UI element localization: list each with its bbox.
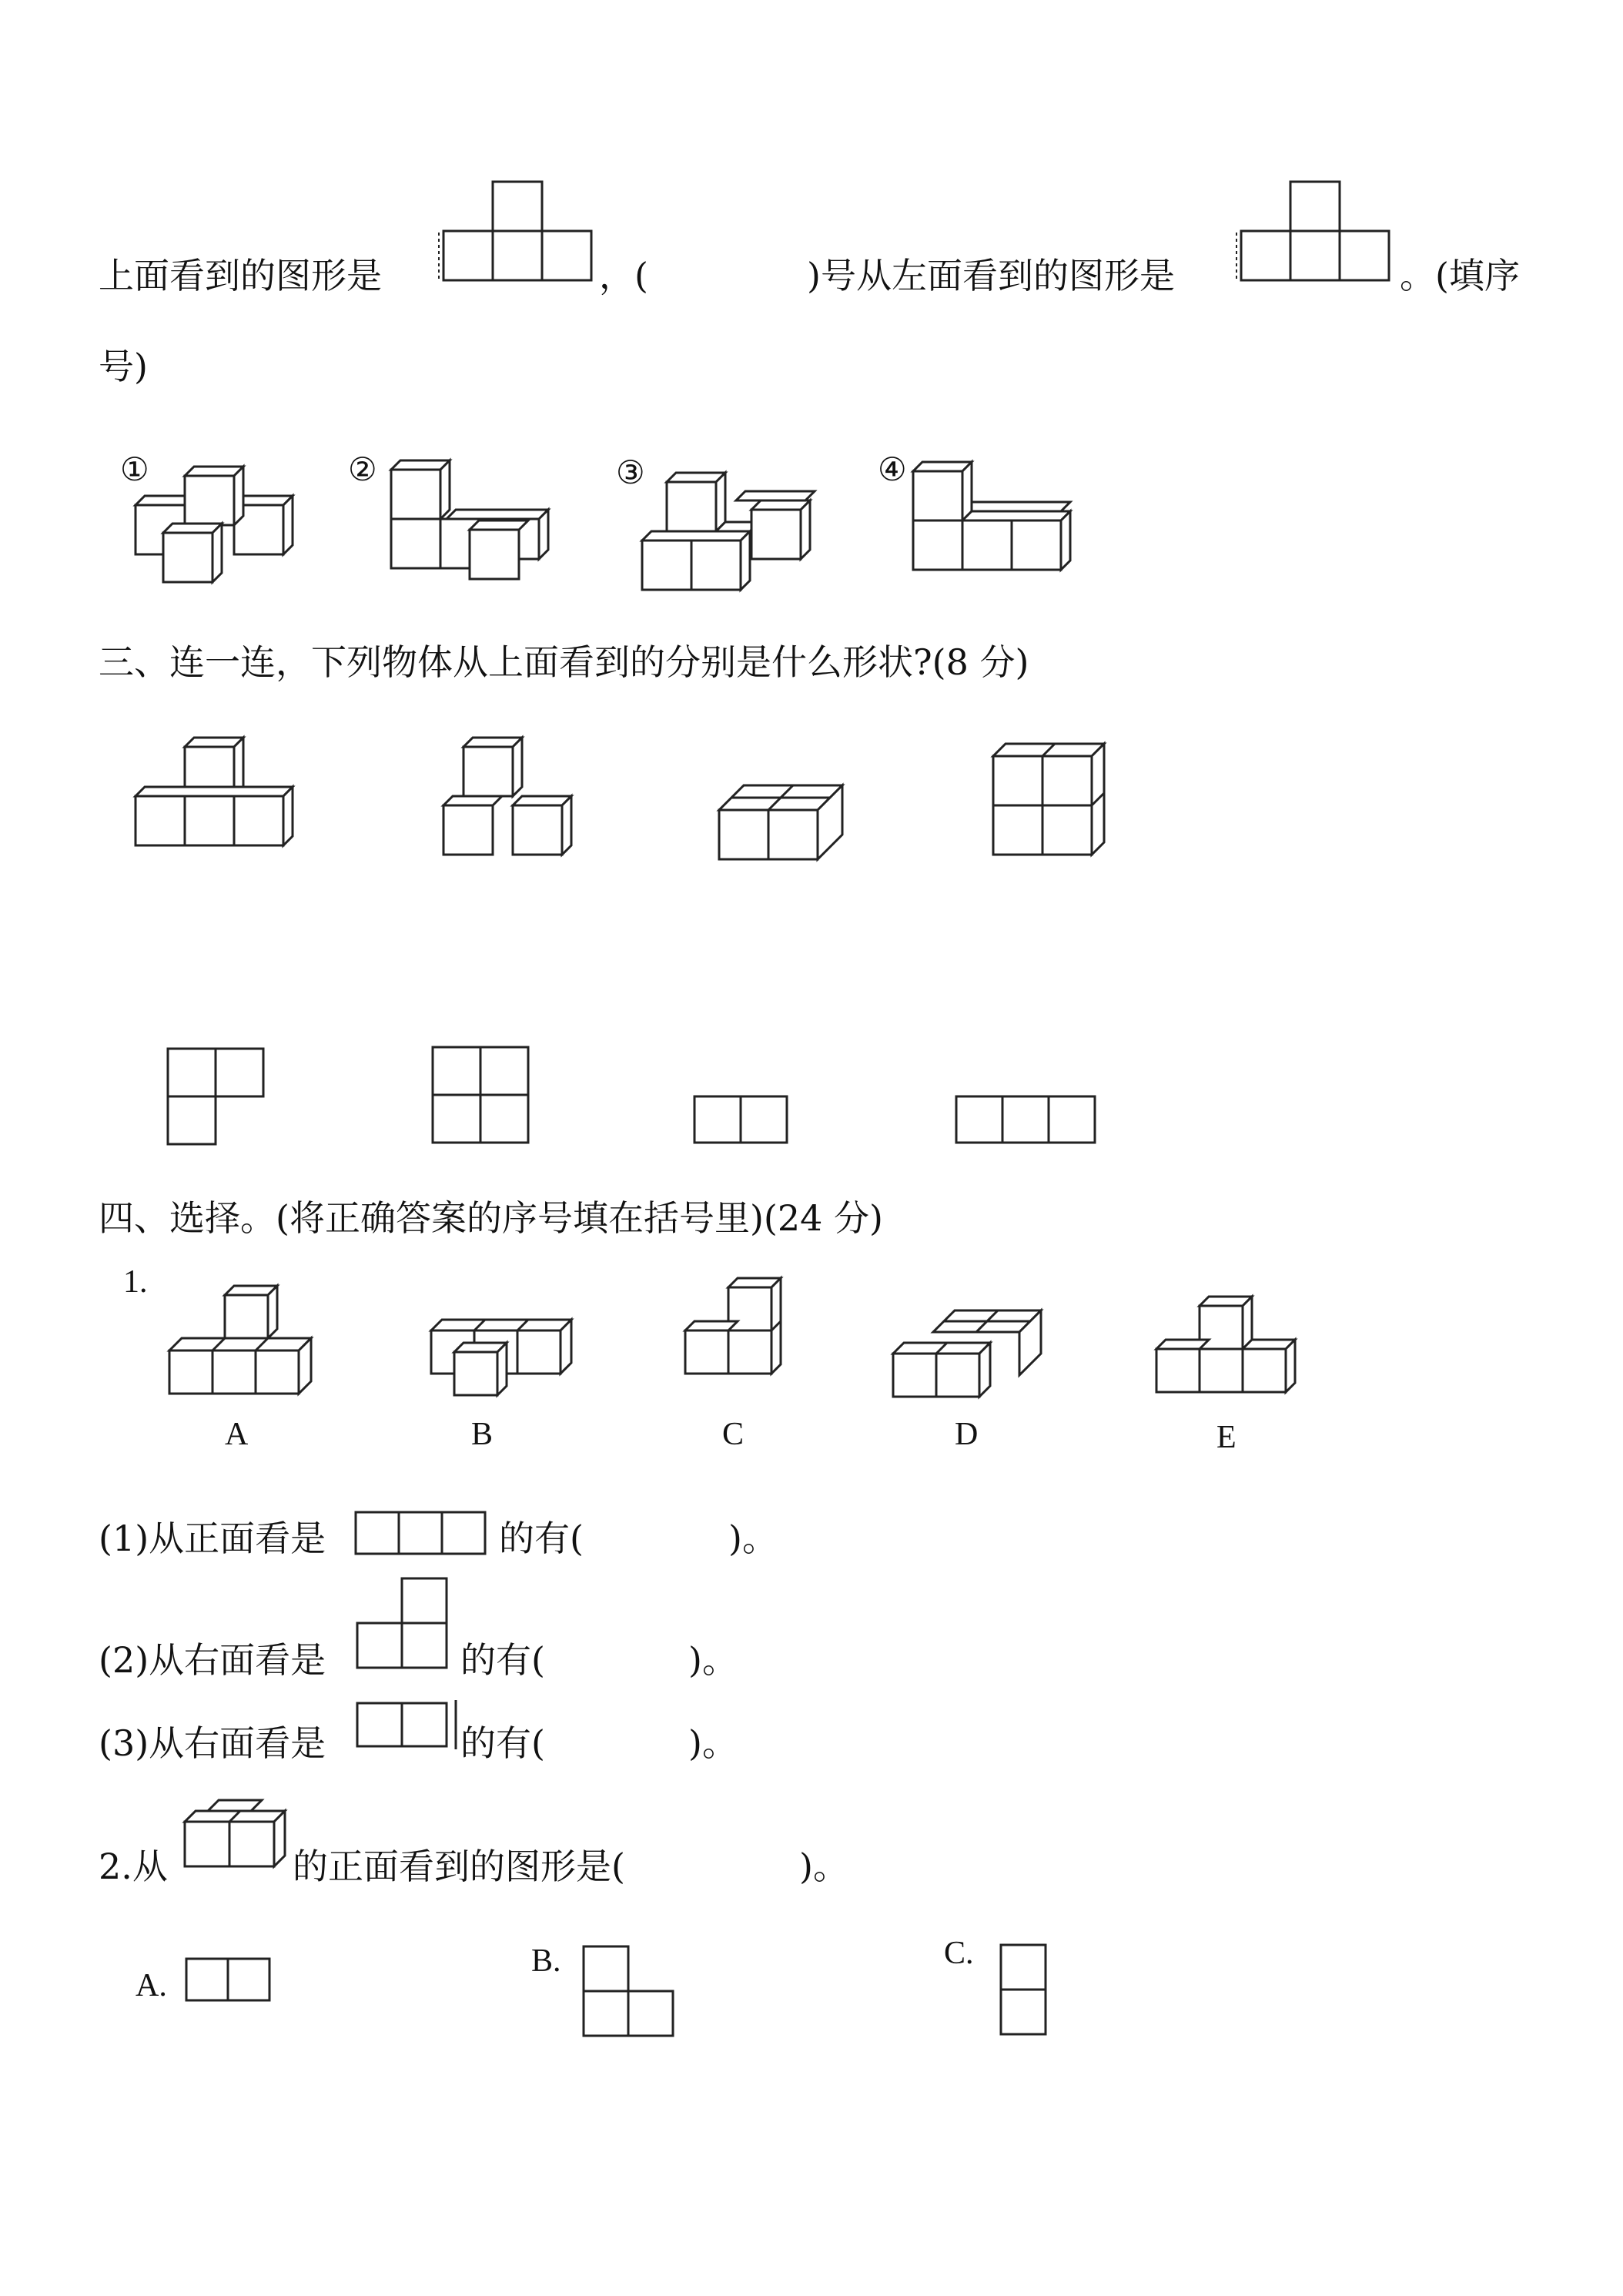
s4-q2-line bbox=[99, 1843, 168, 1889]
s4-q2-option-c-figure bbox=[998, 1942, 1052, 2042]
q2-text-line1d bbox=[1400, 253, 1520, 299]
s3-object-3 bbox=[716, 771, 855, 864]
s4-sub1-text-c: )。 bbox=[728, 1518, 778, 1559]
s4-q1-figure-b bbox=[423, 1309, 585, 1417]
q2-option-1-label: ① bbox=[120, 453, 149, 488]
s3-object-4 bbox=[990, 736, 1113, 859]
s4-q2-option-b-figure bbox=[581, 1943, 681, 2043]
s4-q2-text-b: 的正面看到的图形是( bbox=[293, 1846, 625, 1887]
q2-option-2-label: ② bbox=[348, 453, 377, 488]
q2-text-b: ，( bbox=[599, 255, 648, 296]
s4-q1-figure-c bbox=[682, 1266, 805, 1404]
s4-q2-figure bbox=[177, 1786, 293, 1879]
q2-text-e: 号) bbox=[99, 346, 148, 387]
q2-option-4-label: ④ bbox=[878, 453, 907, 488]
s4-q2-option-a-label: A. bbox=[136, 1968, 167, 2003]
s4-sub2-text-a: (2)从右面看是 bbox=[99, 1639, 326, 1681]
s4-sub2-line-b bbox=[460, 1637, 545, 1683]
s3-shape-2 bbox=[431, 1046, 531, 1146]
s4-q2-option-c-label: C. bbox=[944, 1936, 974, 1971]
s4-sub2-figure bbox=[354, 1575, 454, 1675]
s4-q1-figure-d bbox=[890, 1309, 1059, 1417]
q2-option-1-figure bbox=[129, 451, 314, 582]
s4-sub2-line-c bbox=[688, 1637, 738, 1683]
s4-q2-text-c: )。 bbox=[799, 1846, 848, 1887]
s4-sub3-text-c: )。 bbox=[688, 1722, 738, 1764]
q2-option-3-figure bbox=[636, 454, 844, 593]
q2-option-3-label: ③ bbox=[616, 456, 645, 491]
q2-text-line1 bbox=[99, 253, 382, 299]
section4-heading: 四、选择。(将正确答案的序号填在括号里)(24 分) bbox=[99, 1197, 883, 1239]
s4-q2-option-a-figure bbox=[183, 1953, 276, 2006]
q2-text-line1c bbox=[807, 253, 1175, 299]
s4-sub2-text-b: 的有( bbox=[460, 1639, 545, 1681]
s4-q1-label-e: E bbox=[1216, 1420, 1236, 1455]
q2-option-4-figure bbox=[907, 453, 1092, 584]
s4-q1-label-a: A bbox=[225, 1417, 249, 1452]
s4-sub3-line-b bbox=[460, 1720, 545, 1766]
s4-sub3-line bbox=[99, 1720, 326, 1766]
s4-sub2-text-c: )。 bbox=[688, 1639, 738, 1681]
s3-object-2 bbox=[440, 728, 594, 859]
s4-q2-line-c bbox=[799, 1843, 848, 1889]
q2-text-d: 。(填序 bbox=[1400, 255, 1520, 296]
s3-object-1 bbox=[136, 724, 313, 839]
s3-shape-4 bbox=[955, 1095, 1101, 1149]
q2-top-view-figure bbox=[439, 179, 593, 286]
s4-q2-option-b-label: B. bbox=[531, 1943, 561, 1979]
s4-q1-figure-a bbox=[166, 1278, 320, 1401]
s4-sub1-text-a: (1)从正面看是 bbox=[99, 1518, 326, 1559]
s4-sub1-line-b bbox=[499, 1515, 584, 1561]
s4-sub2-line bbox=[99, 1637, 326, 1683]
s4-sub1-line bbox=[99, 1515, 326, 1561]
s4-sub3-figure bbox=[354, 1699, 462, 1752]
s4-sub3-text-a: (3)从右面看是 bbox=[99, 1722, 326, 1764]
q2-text-line2 bbox=[99, 343, 148, 390]
s4-q1-figure-e bbox=[1153, 1278, 1307, 1401]
q2-left-view-figure bbox=[1236, 179, 1390, 286]
s4-sub1-figure bbox=[354, 1511, 493, 1557]
s4-sub1-text-b: 的有( bbox=[499, 1518, 584, 1559]
section3-heading: 三、连一连，下列物体从上面看到的分别是什么形状?(8 分) bbox=[99, 641, 1029, 683]
s4-q1-label-d: D bbox=[955, 1417, 979, 1452]
s4-q1-label-b: B bbox=[471, 1417, 494, 1452]
q2-option-2-figure bbox=[385, 450, 570, 581]
s4-q1-number: 1. bbox=[123, 1264, 148, 1300]
s3-shape-1 bbox=[166, 1047, 266, 1147]
s4-sub3-line-c bbox=[688, 1720, 738, 1766]
q2-text-line1b bbox=[599, 253, 648, 299]
q2-text-c: )号从左面看到的图形是 bbox=[807, 255, 1175, 296]
s3-shape-3 bbox=[693, 1095, 793, 1149]
s4-q2-line-b bbox=[293, 1843, 625, 1889]
q2-text-a: 上面看到的图形是 bbox=[99, 255, 382, 296]
s4-sub3-text-b: 的有( bbox=[460, 1722, 545, 1764]
s4-q2-text-a: 2.从 bbox=[99, 1846, 168, 1887]
s4-q1-label-c: C bbox=[722, 1417, 745, 1452]
s4-sub1-line-c bbox=[728, 1515, 778, 1561]
